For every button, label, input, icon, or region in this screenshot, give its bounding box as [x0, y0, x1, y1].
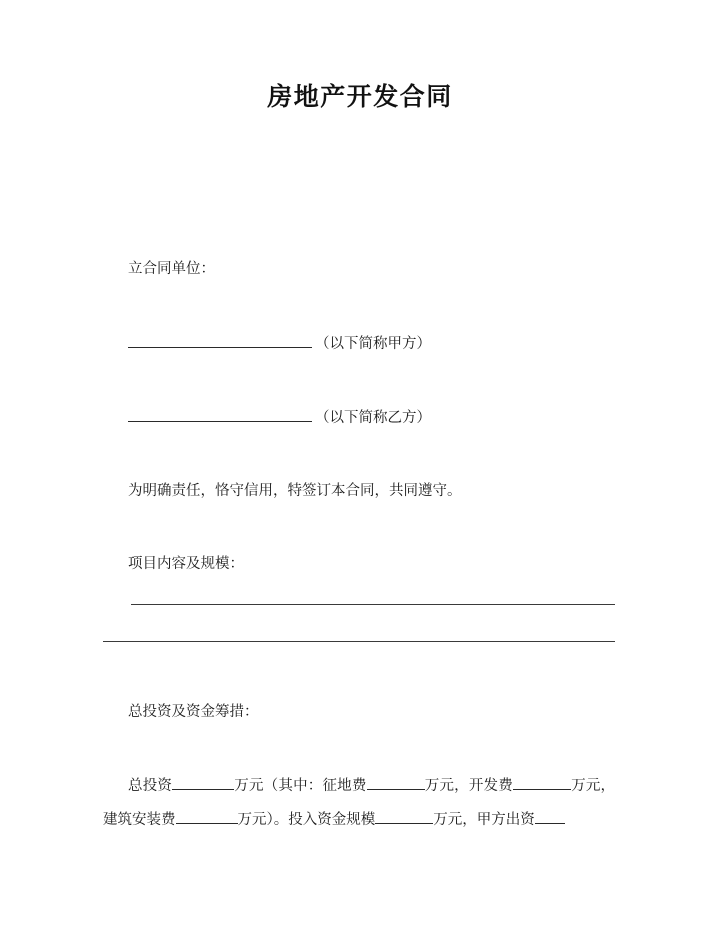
investment-paragraph: [103, 769, 615, 837]
contracting-units-label: 立合同单位：: [128, 261, 215, 277]
party-b-row: [128, 408, 431, 430]
construction-fee-text: 万元，建筑安装费: [103, 778, 616, 828]
page-title: 房地产开发合同: [267, 83, 453, 111]
party-a-contribution-text: 万元，甲方出资: [433, 812, 535, 828]
pledge-clause: 为明确责任，恪守信用，特签订本合同，共同遵守。: [128, 483, 462, 499]
total-investment-text: 总投资: [128, 778, 173, 794]
land-fee-text: 万元（其中：征地费: [234, 778, 367, 794]
party-a-row: [128, 334, 431, 356]
construction-fee-blank[interactable]: [176, 809, 238, 824]
party-a-suffix-label: （以下简称甲方）: [315, 336, 431, 353]
capital-scale-blank[interactable]: [375, 809, 433, 824]
investment-label: 总投资及资金筹措：: [128, 704, 259, 720]
party-b-blank-field[interactable]: [128, 408, 312, 422]
development-fee-text: 万元，开发费: [424, 778, 513, 794]
party-b-suffix-label: （以下简称乙方）: [315, 410, 431, 427]
total-investment-blank[interactable]: [172, 775, 234, 790]
project-scope-blank-line-2[interactable]: [103, 641, 615, 642]
development-fee-blank[interactable]: [513, 775, 571, 790]
project-scope-blank-line-1[interactable]: [131, 604, 615, 605]
project-scope-label: 项目内容及规模：: [128, 556, 244, 572]
capital-scale-text: 万元）。投入资金规模: [237, 812, 376, 828]
party-a-blank-field[interactable]: [128, 334, 312, 348]
party-a-contribution-blank[interactable]: [535, 809, 565, 824]
land-fee-blank[interactable]: [367, 775, 425, 790]
